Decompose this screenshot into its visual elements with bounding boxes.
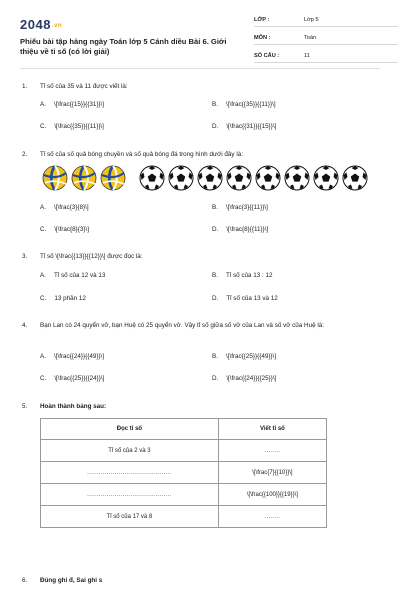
option-letter: A.: [40, 272, 46, 279]
question-number: 4.: [22, 322, 28, 329]
option-text: Tỉ số của 13 và 12: [226, 295, 278, 302]
question-number: 1.: [22, 83, 28, 90]
soccer-ball-icon: [168, 165, 194, 191]
question-text: Tỉ số của số quả bóng chuyền và số quả bóng đá trong hình dưới đây là:: [40, 151, 243, 158]
question-number: 3.: [22, 253, 28, 260]
meta-subject-row: [254, 32, 398, 45]
table-row: [41, 440, 327, 462]
option-d[interactable]: [212, 374, 276, 383]
soccer-ball-icon: [139, 165, 165, 191]
option-c[interactable]: [40, 374, 104, 383]
meta-value: 11: [304, 53, 310, 59]
option-letter: C.: [40, 295, 47, 302]
meta-key: MÔN :: [254, 35, 271, 41]
option-letter: C.: [40, 123, 47, 130]
option-letter: A.: [40, 353, 46, 360]
soccer-ball-icon: [284, 165, 310, 191]
option-letter: B.: [212, 353, 218, 360]
option-letter: D.: [212, 123, 219, 130]
option-text: \[\frac{{31}}{{15}}\]: [226, 123, 277, 130]
table-cell-blank[interactable]: ...........................................: [41, 462, 219, 484]
option-text: \[\frac{{35}}{{11}}\]: [225, 101, 276, 108]
meta-key: SỐ CÂU :: [254, 53, 280, 59]
worksheet-header: [20, 14, 380, 58]
logo-text: 2048: [20, 17, 51, 32]
question-number: 5.: [22, 403, 28, 410]
option-text: \[\frac{{24}}{{25}}\]: [226, 375, 277, 382]
option-text: \[\frac{{35}}{{11}}\]: [54, 123, 104, 130]
option-text: \[\frac{{25}}{{49}}\]: [225, 353, 277, 360]
worksheet-title: Phiếu bài tập hàng ngày Toán lớp 5 Cánh diều Bài 6. Giới thiệu về tỉ số (có lời giải): [20, 37, 227, 56]
option-c[interactable]: [40, 122, 104, 131]
ratio-table: [40, 418, 327, 528]
option-text: Tỉ số của 12 và 13: [53, 272, 106, 279]
option-letter: D.: [212, 375, 219, 382]
option-text: \[\frac{{24}}{{49}}\]: [53, 353, 105, 360]
option-letter: B.: [212, 272, 218, 279]
option-a[interactable]: [40, 203, 89, 212]
table-cell: Tỉ số của 2 và 3: [41, 440, 219, 462]
site-logo[interactable]: [20, 17, 62, 32]
table-cell: Tỉ số của 17 và 8: [41, 506, 219, 528]
table-cell-blank[interactable]: ...........................................: [41, 484, 219, 506]
option-letter: B.: [212, 101, 218, 108]
table-row: [41, 484, 327, 506]
question-text: Hoàn thành bảng sau:: [40, 403, 107, 410]
option-text: \[\frac{3}{{11}}\]: [225, 204, 268, 211]
option-d[interactable]: [212, 294, 278, 303]
balls-illustration: [42, 165, 382, 191]
option-text: \[\frac{3}{8}\]: [53, 204, 89, 211]
table-header-read: Đọc tỉ số: [41, 419, 219, 440]
option-text: Tỉ số của 13 : 12: [225, 272, 273, 279]
question-text: Đúng ghi đ, Sai ghi s: [40, 577, 103, 584]
soccer-ball-icon: [255, 165, 281, 191]
soccer-ball-icon: [342, 165, 368, 191]
option-b[interactable]: [212, 203, 268, 212]
option-d[interactable]: [212, 122, 276, 131]
option-a[interactable]: [40, 271, 105, 280]
meta-count-row: [254, 50, 398, 63]
table-cell-blank[interactable]: ........: [218, 506, 326, 528]
option-letter: D.: [212, 226, 219, 233]
option-c[interactable]: [40, 225, 89, 234]
option-b[interactable]: [212, 100, 276, 109]
option-text: 13 phần 12: [54, 295, 86, 302]
option-b[interactable]: [212, 271, 273, 280]
option-letter: C.: [40, 375, 47, 382]
soccer-ball-icon: [197, 165, 223, 191]
option-c[interactable]: [40, 294, 86, 303]
option-text: \[\frac{8}{{11}}\]: [226, 226, 269, 233]
meta-key: LỚP :: [254, 17, 270, 23]
meta-value: Toán: [304, 35, 317, 41]
option-letter: A.: [40, 204, 46, 211]
option-a[interactable]: [40, 352, 104, 361]
option-letter: A.: [40, 101, 46, 108]
question-text: Bạn Lan có 24 quyển vở, bạn Huệ có 25 quyển vở. Vậy tỉ số giữa số vở của Lan và số vở của Huệ là:: [40, 322, 324, 329]
option-text: \[\frac{{15}}{{31}}\]: [53, 101, 105, 108]
option-d[interactable]: [212, 225, 268, 234]
meta-class-row: [254, 14, 398, 27]
question-number: 6.: [22, 577, 28, 584]
question-text: Tỉ số của 35 và 11 được viết là:: [40, 83, 128, 90]
option-a[interactable]: [40, 100, 104, 109]
table-header-row: [41, 419, 327, 440]
soccer-ball-icon: [226, 165, 252, 191]
volleyball-icon: [100, 165, 126, 191]
option-letter: C.: [40, 226, 47, 233]
option-text: \[\frac{8}{3}\]: [54, 226, 89, 233]
table-row: [41, 506, 327, 528]
question-number: 2.: [22, 151, 28, 158]
option-letter: D.: [212, 295, 219, 302]
table-header-write: Viết tỉ số: [218, 419, 326, 440]
question-text: Tỉ số \[\frac{{13}}{{12}}\] được đọc là:: [40, 253, 143, 260]
table-cell-blank[interactable]: ........: [218, 440, 326, 462]
worksheet-meta: [254, 14, 398, 68]
meta-value: Lớp 5: [304, 17, 319, 23]
soccer-ball-icon: [313, 165, 339, 191]
table-row: [41, 462, 327, 484]
volleyball-icon: [71, 165, 97, 191]
option-text: \[\frac{{25}}{{24}}\]: [54, 375, 105, 382]
volleyball-icon: [42, 165, 68, 191]
header-divider: [20, 68, 380, 69]
option-b[interactable]: [212, 352, 276, 361]
option-letter: B.: [212, 204, 218, 211]
logo-suffix: .vn: [51, 23, 63, 29]
table-cell: \[\frac{{100}}{{19}}\]: [218, 484, 326, 506]
table-cell: \[\frac{7}{{10}}\]: [218, 462, 326, 484]
